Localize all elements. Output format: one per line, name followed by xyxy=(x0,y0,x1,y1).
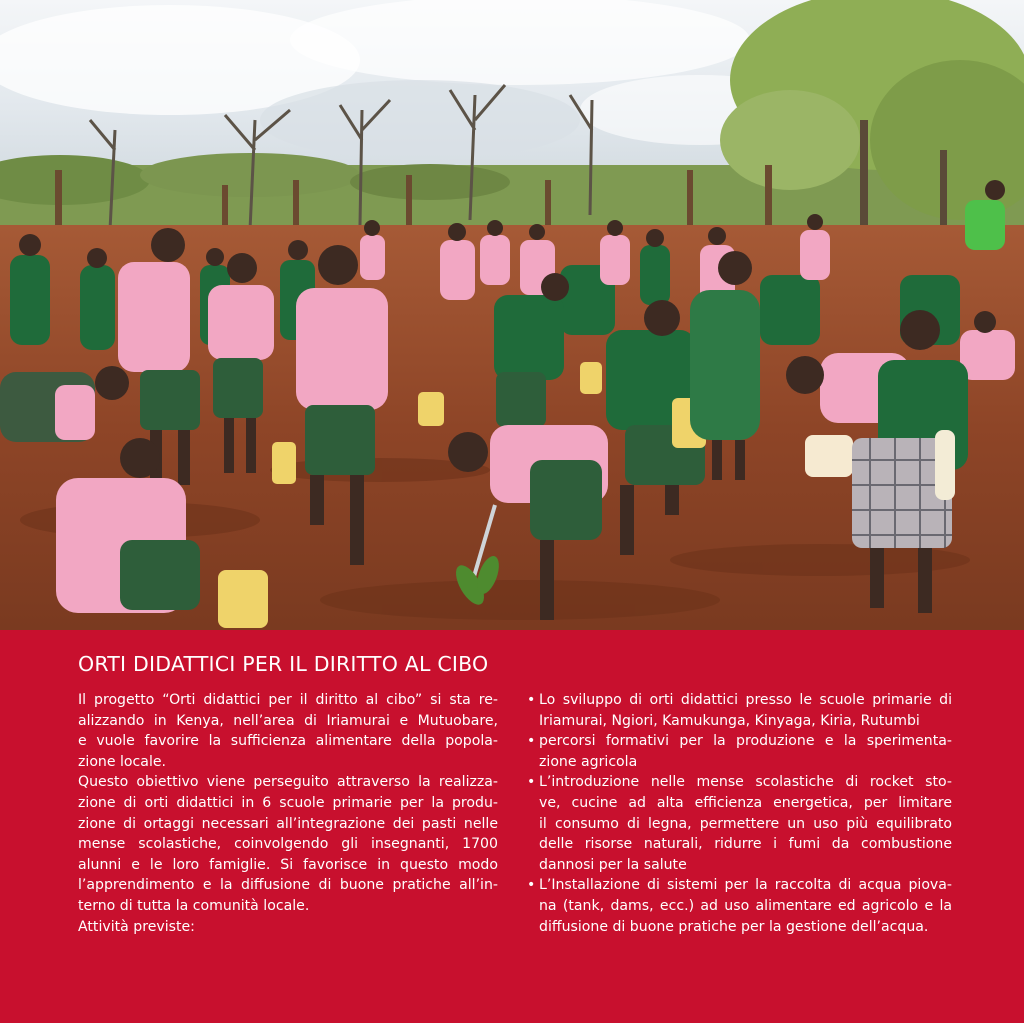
activity-line: Lo sviluppo di orti didattici presso le scuole primarie di xyxy=(539,692,952,708)
body-line: Questo obiettivo viene perseguito attraverso la realizza- xyxy=(78,774,498,791)
activity-line: ve, cucine ad alta efficienza energetica, per limitare xyxy=(539,794,952,811)
activity-line: na (tank, dams, ecc.) ad uso alimentare ed agricolo e la xyxy=(539,897,952,914)
article-panel xyxy=(0,630,1024,1023)
body-line: Il progetto “Orti didattici per il diritto al cibo” si sta re- xyxy=(78,692,498,708)
activity-item xyxy=(527,875,952,937)
activity-line: diffusione di buone pratiche per la gestione dell’acqua. xyxy=(539,918,929,935)
activity-line: zione agricola xyxy=(539,753,638,770)
bullet-dot: • xyxy=(527,774,536,791)
activity-line: percorsi formativi per la produzione e la sperimenta- xyxy=(539,733,952,750)
activity-line: delle risorse naturali, ridurre i fumi da combustione xyxy=(539,836,952,853)
body-line: alunni e le loro famiglie. Si favorisce in questo modo xyxy=(78,856,498,873)
body-line: terno di tutta la comunità locale. xyxy=(78,897,310,914)
body-line: zione di orti didattici in 6 scuole primarie per la produ- xyxy=(78,794,498,811)
activity-item xyxy=(527,690,952,731)
bullet-dot: • xyxy=(527,733,536,750)
activity-line: L’Installazione di sistemi per la raccolta di acqua piova- xyxy=(539,877,952,894)
body-line: mense scolastiche, coinvolgendo gli insegnanti, 1700 xyxy=(78,836,498,853)
activities-list xyxy=(527,690,952,937)
activity-line: il consumo di legna, permettere un uso più equilibrato xyxy=(539,815,952,832)
bullet-dot: • xyxy=(527,877,536,894)
article-title: ORTI DIDATTICI PER IL DIRITTO AL CIBO xyxy=(78,652,489,676)
body-line: zione locale. xyxy=(78,753,167,770)
activity-line: dannosi per la salute xyxy=(539,856,687,873)
activity-item xyxy=(527,731,952,772)
article-body-left xyxy=(78,690,498,937)
body-line: alizzando in Kenya, nell’area di Iriamurai e Mutuobare, xyxy=(78,712,498,729)
activity-line: L’introduzione nelle mense scolastiche di rocket sto- xyxy=(539,774,952,791)
activity-line: Iriamurai, Ngiori, Kamukunga, Kinyaga, Kiria, Rutumbi xyxy=(539,712,920,729)
body-line: Attività previste: xyxy=(78,918,195,935)
body-line: zione di ortaggi necessari all’integrazione dei pasti nelle xyxy=(78,815,498,832)
activity-item xyxy=(527,772,952,875)
body-line: e vuole favorire la sufficienza alimentare della popola- xyxy=(78,733,498,750)
bullet-dot: • xyxy=(527,692,536,708)
body-line: l’apprendimento e la diffusione di buone pratiche all’in- xyxy=(78,877,498,894)
